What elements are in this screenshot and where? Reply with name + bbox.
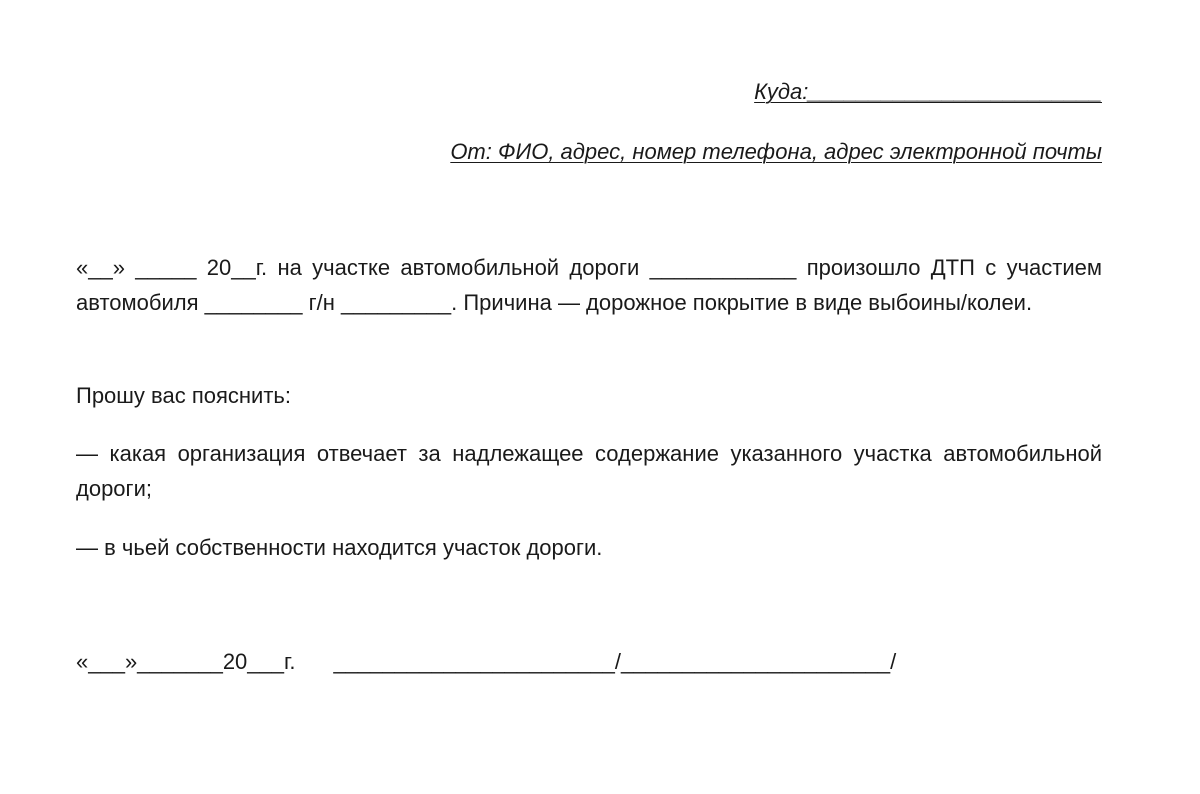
- sender-line: От: ФИО, адрес, номер телефона, адрес электронной почты: [450, 139, 1102, 164]
- question-ownership: — в чьей собственности находится участок дороги.: [76, 535, 603, 560]
- signature-block: [76, 647, 896, 677]
- recipient-line: Куда:________________________: [754, 79, 1102, 104]
- request-intro: Прошу вас пояснить:: [76, 383, 291, 408]
- date-line: «___»_______20___г.: [76, 649, 296, 674]
- signature-line: _______________________/______________________/: [333, 649, 897, 674]
- incident-description: «__» _____ 20__г. на участке автомобильной дороги ____________ произошло ДТП с участием автомобиля ________ г/н _________. Причина — дорожное покрытие в виде выбоины/колеи.: [76, 255, 1102, 315]
- question-organization: — какая организация отвечает за надлежащее содержание указанного участка автомобильной дороги;: [76, 441, 1102, 501]
